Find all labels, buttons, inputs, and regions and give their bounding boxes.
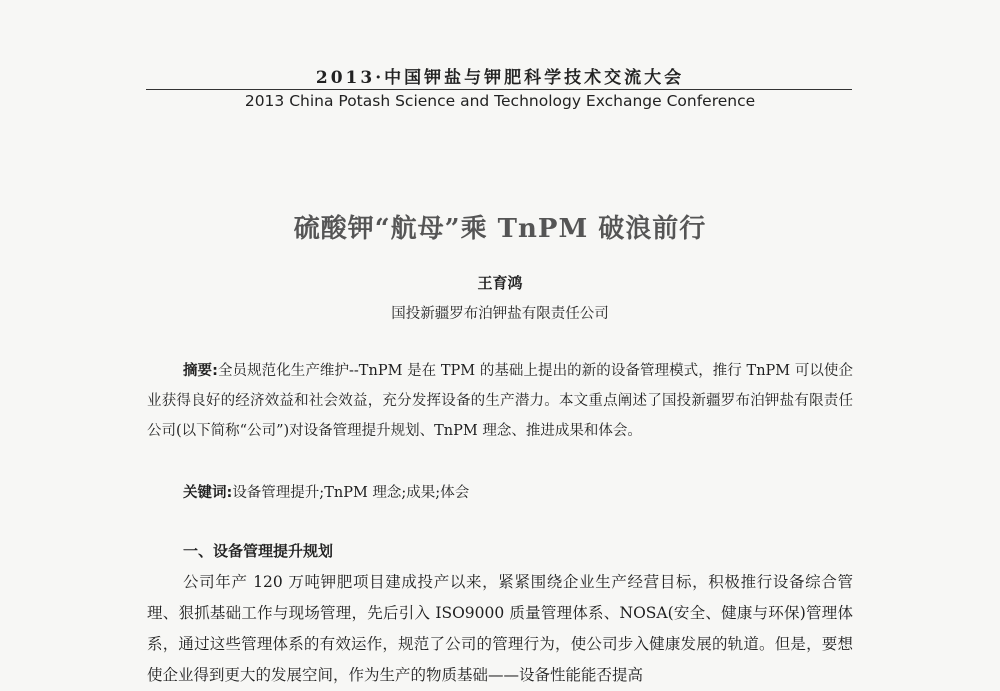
conference-title-cn: 2013·中国钾盐与钾肥科学技术交流大会 xyxy=(315,68,685,88)
section-body-text: 公司年产 120 万吨钾肥项目建成投产以来，紧紧围绕企业生产经营目标，积极推行设备综合管理、狠抓基础工作与现场管理，先后引入 ISO9000 质量管理体系、NOSA(安全、健康与环保)管理体系，通过这些管理体系的有效运作，规范了公司的管理行为，使公司步入健康发展的轨道。但是，要想使企业得到更大的发展空间，作为生产的物质基础——设备性能能否提高 xyxy=(147,573,853,684)
abstract xyxy=(147,356,853,446)
author-name: 王育鸿 xyxy=(477,274,523,292)
abstract-label: 摘要: xyxy=(183,363,218,379)
section-heading: 一、设备管理提升规划 xyxy=(183,542,334,560)
abstract-text: 全员规范化生产维护--TnPM 是在 TPM 的基础上提出的新的设备管理模式，推行 TnPM 可以使企业获得良好的经济效益和社会效益，充分发挥设备的生产潜力。本文重点阐述了国投新疆罗布泊钾盐有限责任公司(以下简称“公司”)对设备管理提升规划、TnPM 理念、推进成果和体会。 xyxy=(147,363,853,439)
keywords-text: 设备管理提升;TnPM 理念;成果;体会 xyxy=(232,485,470,501)
header-rule xyxy=(146,89,852,90)
author-affiliation: 国投新疆罗布泊钾盐有限责任公司 xyxy=(391,306,609,322)
keywords xyxy=(183,480,853,506)
conference-title-en: 2013 China Potash Science and Technology Exchange Conference xyxy=(244,92,756,110)
keywords-label: 关键词: xyxy=(183,485,233,501)
paper-title: 硫酸钾“航母”乘 TnPM 破浪前行 xyxy=(293,214,707,244)
